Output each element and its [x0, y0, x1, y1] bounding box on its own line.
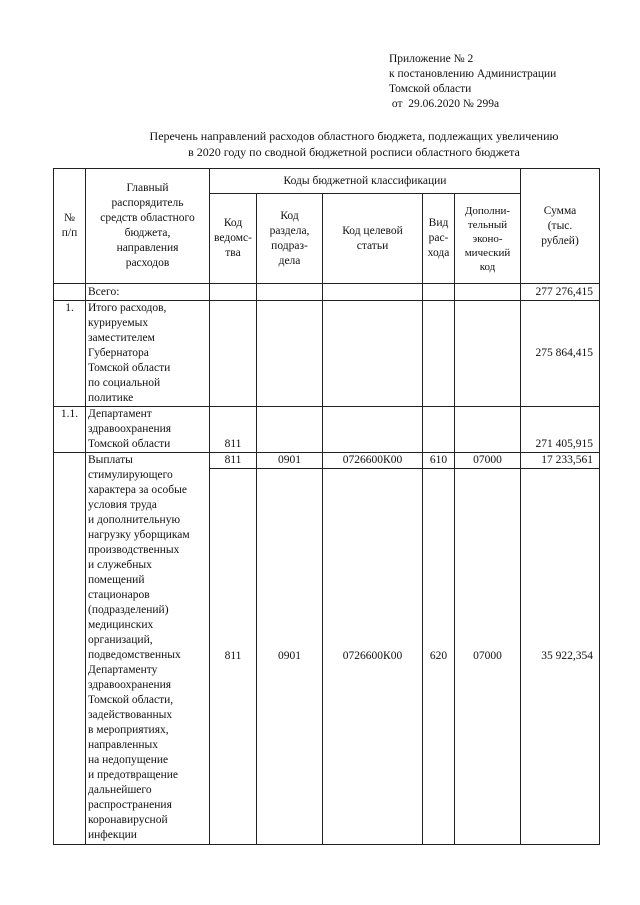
- row-target-code: 0726600К00: [323, 453, 423, 469]
- title-line: Перечень направлений расходов областного бюджета, подлежащих увеличению: [149, 129, 559, 143]
- row-section-code: 0901: [257, 469, 323, 845]
- row-text: Выплаты стимулирующего характера за особые условия труда и дополнительную нагрузку уборщикам производственных и служебных помещений стационаров (подразделений) медицинских организаций, подведомственных Департаменту здравоохранения Томской области, задействованных в мероприятиях, направленных на недопущение и предотвращение дальнейшего распространения коронавирусной инфекции: [86, 453, 210, 845]
- header-economic-code: Дополни- тельный эконо- мический код: [455, 194, 521, 284]
- appendix-date-line: от 29.06.2020 № 299а: [389, 98, 500, 110]
- row-dept-code: 811: [210, 469, 257, 845]
- title-line: в 2020 году по сводной бюджетной росписи областного бюджета: [188, 145, 520, 159]
- row-section-code: 0901: [257, 453, 323, 469]
- header-manager: Главный распорядитель средств областного бюджета, направления расходов: [86, 169, 210, 284]
- row-dept-code: 811: [210, 453, 257, 469]
- row-expense-type: 620: [423, 469, 455, 845]
- row-amount: 17 233,561: [521, 453, 600, 469]
- row-amount: 35 922,354: [521, 469, 600, 845]
- row-amount: 271 405,915: [521, 407, 600, 453]
- table-row: [54, 301, 600, 407]
- row-expense-type: 610: [423, 453, 455, 469]
- budget-table: [53, 168, 600, 845]
- header-dept-code: Код ведомс- тва: [210, 194, 257, 284]
- table-row-total: [54, 284, 600, 301]
- row-amount: 275 864,415: [521, 301, 600, 407]
- header-section-code: Код раздела, подраз- дела: [257, 194, 323, 284]
- document-title: [80, 128, 628, 160]
- table-row: [54, 407, 600, 453]
- appendix-block: [389, 52, 556, 112]
- row-economic-code: 07000: [455, 453, 521, 469]
- total-label: Всего:: [86, 284, 210, 301]
- row-num: 1.1.: [54, 407, 86, 453]
- appendix-line: Приложение № 2: [389, 53, 474, 65]
- row-economic-code: 07000: [455, 469, 521, 845]
- table-row: [54, 453, 600, 469]
- appendix-line: к постановлению Администрации: [389, 68, 557, 80]
- row-dept-code: 811: [210, 407, 257, 453]
- row-num: 1.: [54, 301, 86, 407]
- row-text: Департамент здравоохранения Томской области: [86, 407, 210, 453]
- row-target-code: 0726600К00: [323, 469, 423, 845]
- appendix-line: Томской области: [389, 83, 472, 95]
- total-amount: 277 276,415: [521, 284, 600, 301]
- header-num: № п/п: [54, 169, 86, 284]
- header-expense-type: Вид рас- хода: [423, 194, 455, 284]
- header-amount: Сумма (тыс. рублей): [521, 169, 600, 284]
- header-codes-group: Коды бюджетной классификации: [210, 169, 521, 194]
- row-text: Итого расходов, курируемых заместителем Губернатора Томской области по социальной политике: [86, 301, 210, 407]
- header-target-code: Код целевой статьи: [323, 194, 423, 284]
